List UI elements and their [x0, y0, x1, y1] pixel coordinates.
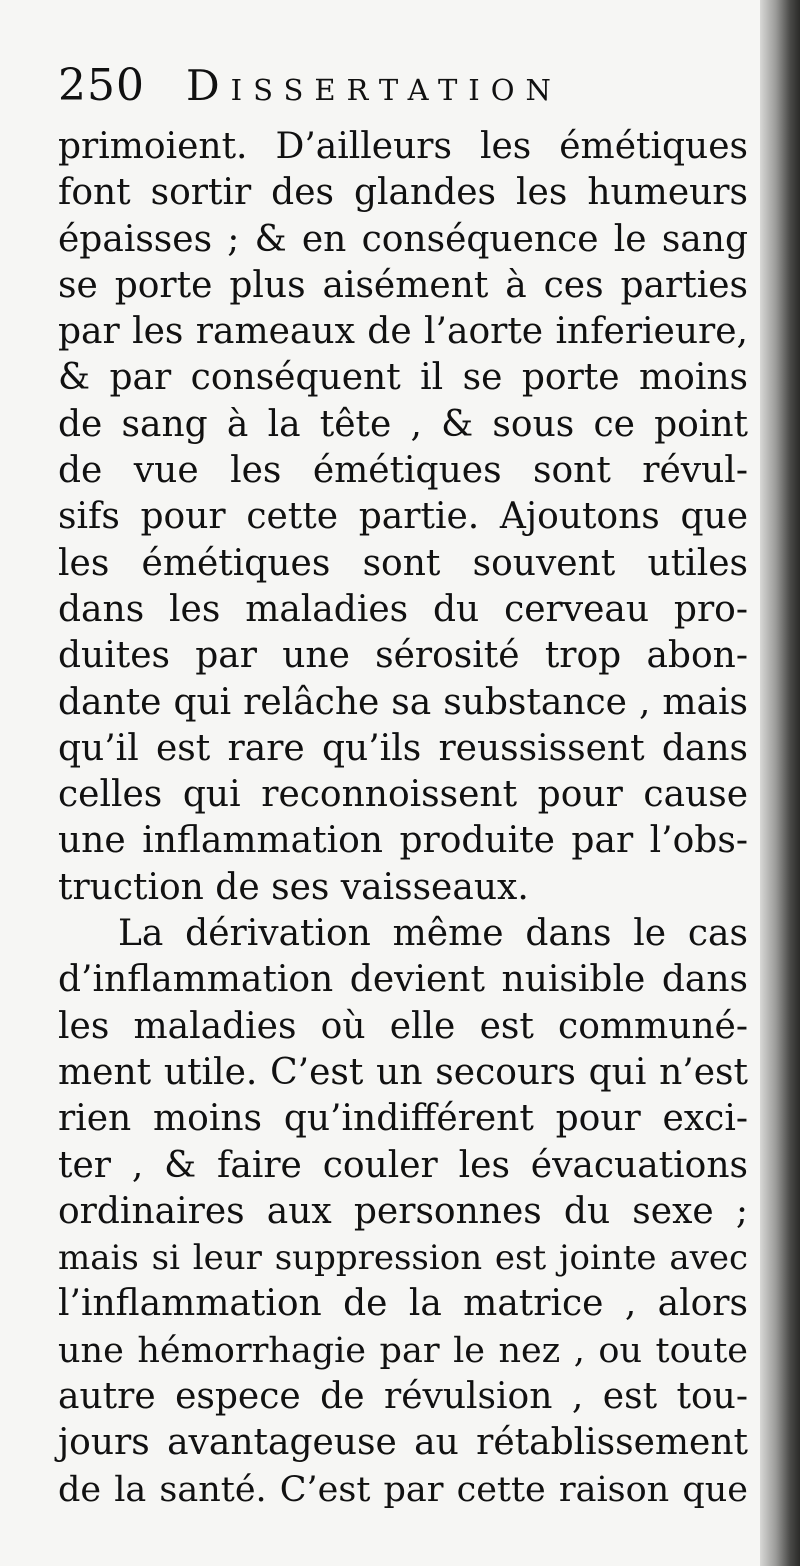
- text-line: par les rameaux de l’aorte inferieure,: [58, 311, 748, 353]
- text-line: autre espece de révulsion , est tou-: [58, 1376, 748, 1418]
- text-line: de vue les émétiques sont révul-: [58, 450, 748, 492]
- text-line: se porte plus aisément à ces parties: [58, 264, 748, 306]
- paragraph-2: [58, 911, 748, 1513]
- text-line: duites par une sérosité trop abon-: [58, 635, 748, 677]
- text-line: d’inflammation devient nuisible dans: [58, 959, 748, 1001]
- paragraph-1: [58, 124, 748, 911]
- text-line: rien moins qu’indifférent pour exci-: [58, 1098, 748, 1140]
- text-line: sifs pour cette partie. Ajoutons que: [58, 496, 748, 538]
- text-line: font sortir des glandes les humeurs: [58, 172, 748, 214]
- text-line: qu’il est rare qu’ils reussissent dans: [58, 727, 748, 769]
- text-line: les émétiques sont souvent utiles: [58, 542, 748, 584]
- text-line: La dérivation même dans le cas: [118, 913, 748, 955]
- running-head: [58, 48, 748, 124]
- text-line: truction de ses vaisseaux.: [58, 866, 529, 908]
- text-line: une hémorrhagie par le nez , ou toute: [58, 1330, 748, 1371]
- text-line: une inflammation produite par l’obs-: [58, 820, 748, 862]
- scanned-page-edge: [760, 0, 800, 1566]
- page-number: 250: [58, 60, 145, 111]
- page-text-block: [58, 48, 748, 1513]
- text-line: les maladies où elle est communé-: [58, 1005, 748, 1047]
- text-line: celles qui reconnoissent pour cause: [58, 774, 748, 816]
- text-line: l’inflammation de la matrice , alors: [58, 1283, 748, 1325]
- text-line: de la santé. C’est par cette raison que: [58, 1469, 748, 1510]
- running-head-title: Dissertation: [186, 61, 562, 110]
- text-line: épaisses ; & en conséquence le sang: [58, 218, 748, 260]
- text-line: ordinaires aux personnes du sexe ;: [58, 1190, 748, 1232]
- text-line: jours avantageuse au rétablissement: [58, 1422, 748, 1464]
- text-line: dante qui relâche sa substance , mais: [58, 681, 748, 723]
- text-line: & par conséquent il se porte moins: [58, 357, 748, 399]
- text-line: ment utile. C’est un secours qui n’est: [58, 1051, 748, 1093]
- text-line: dans les maladies du cerveau pro-: [58, 588, 748, 630]
- text-line: de sang à la tête , & sous ce point: [58, 403, 748, 445]
- text-line: ter , & faire couler les évacuations: [58, 1144, 748, 1186]
- text-line: mais si leur suppression est jointe avec: [58, 1238, 748, 1279]
- text-line: primoient. D’ailleurs les émétiques: [58, 126, 748, 167]
